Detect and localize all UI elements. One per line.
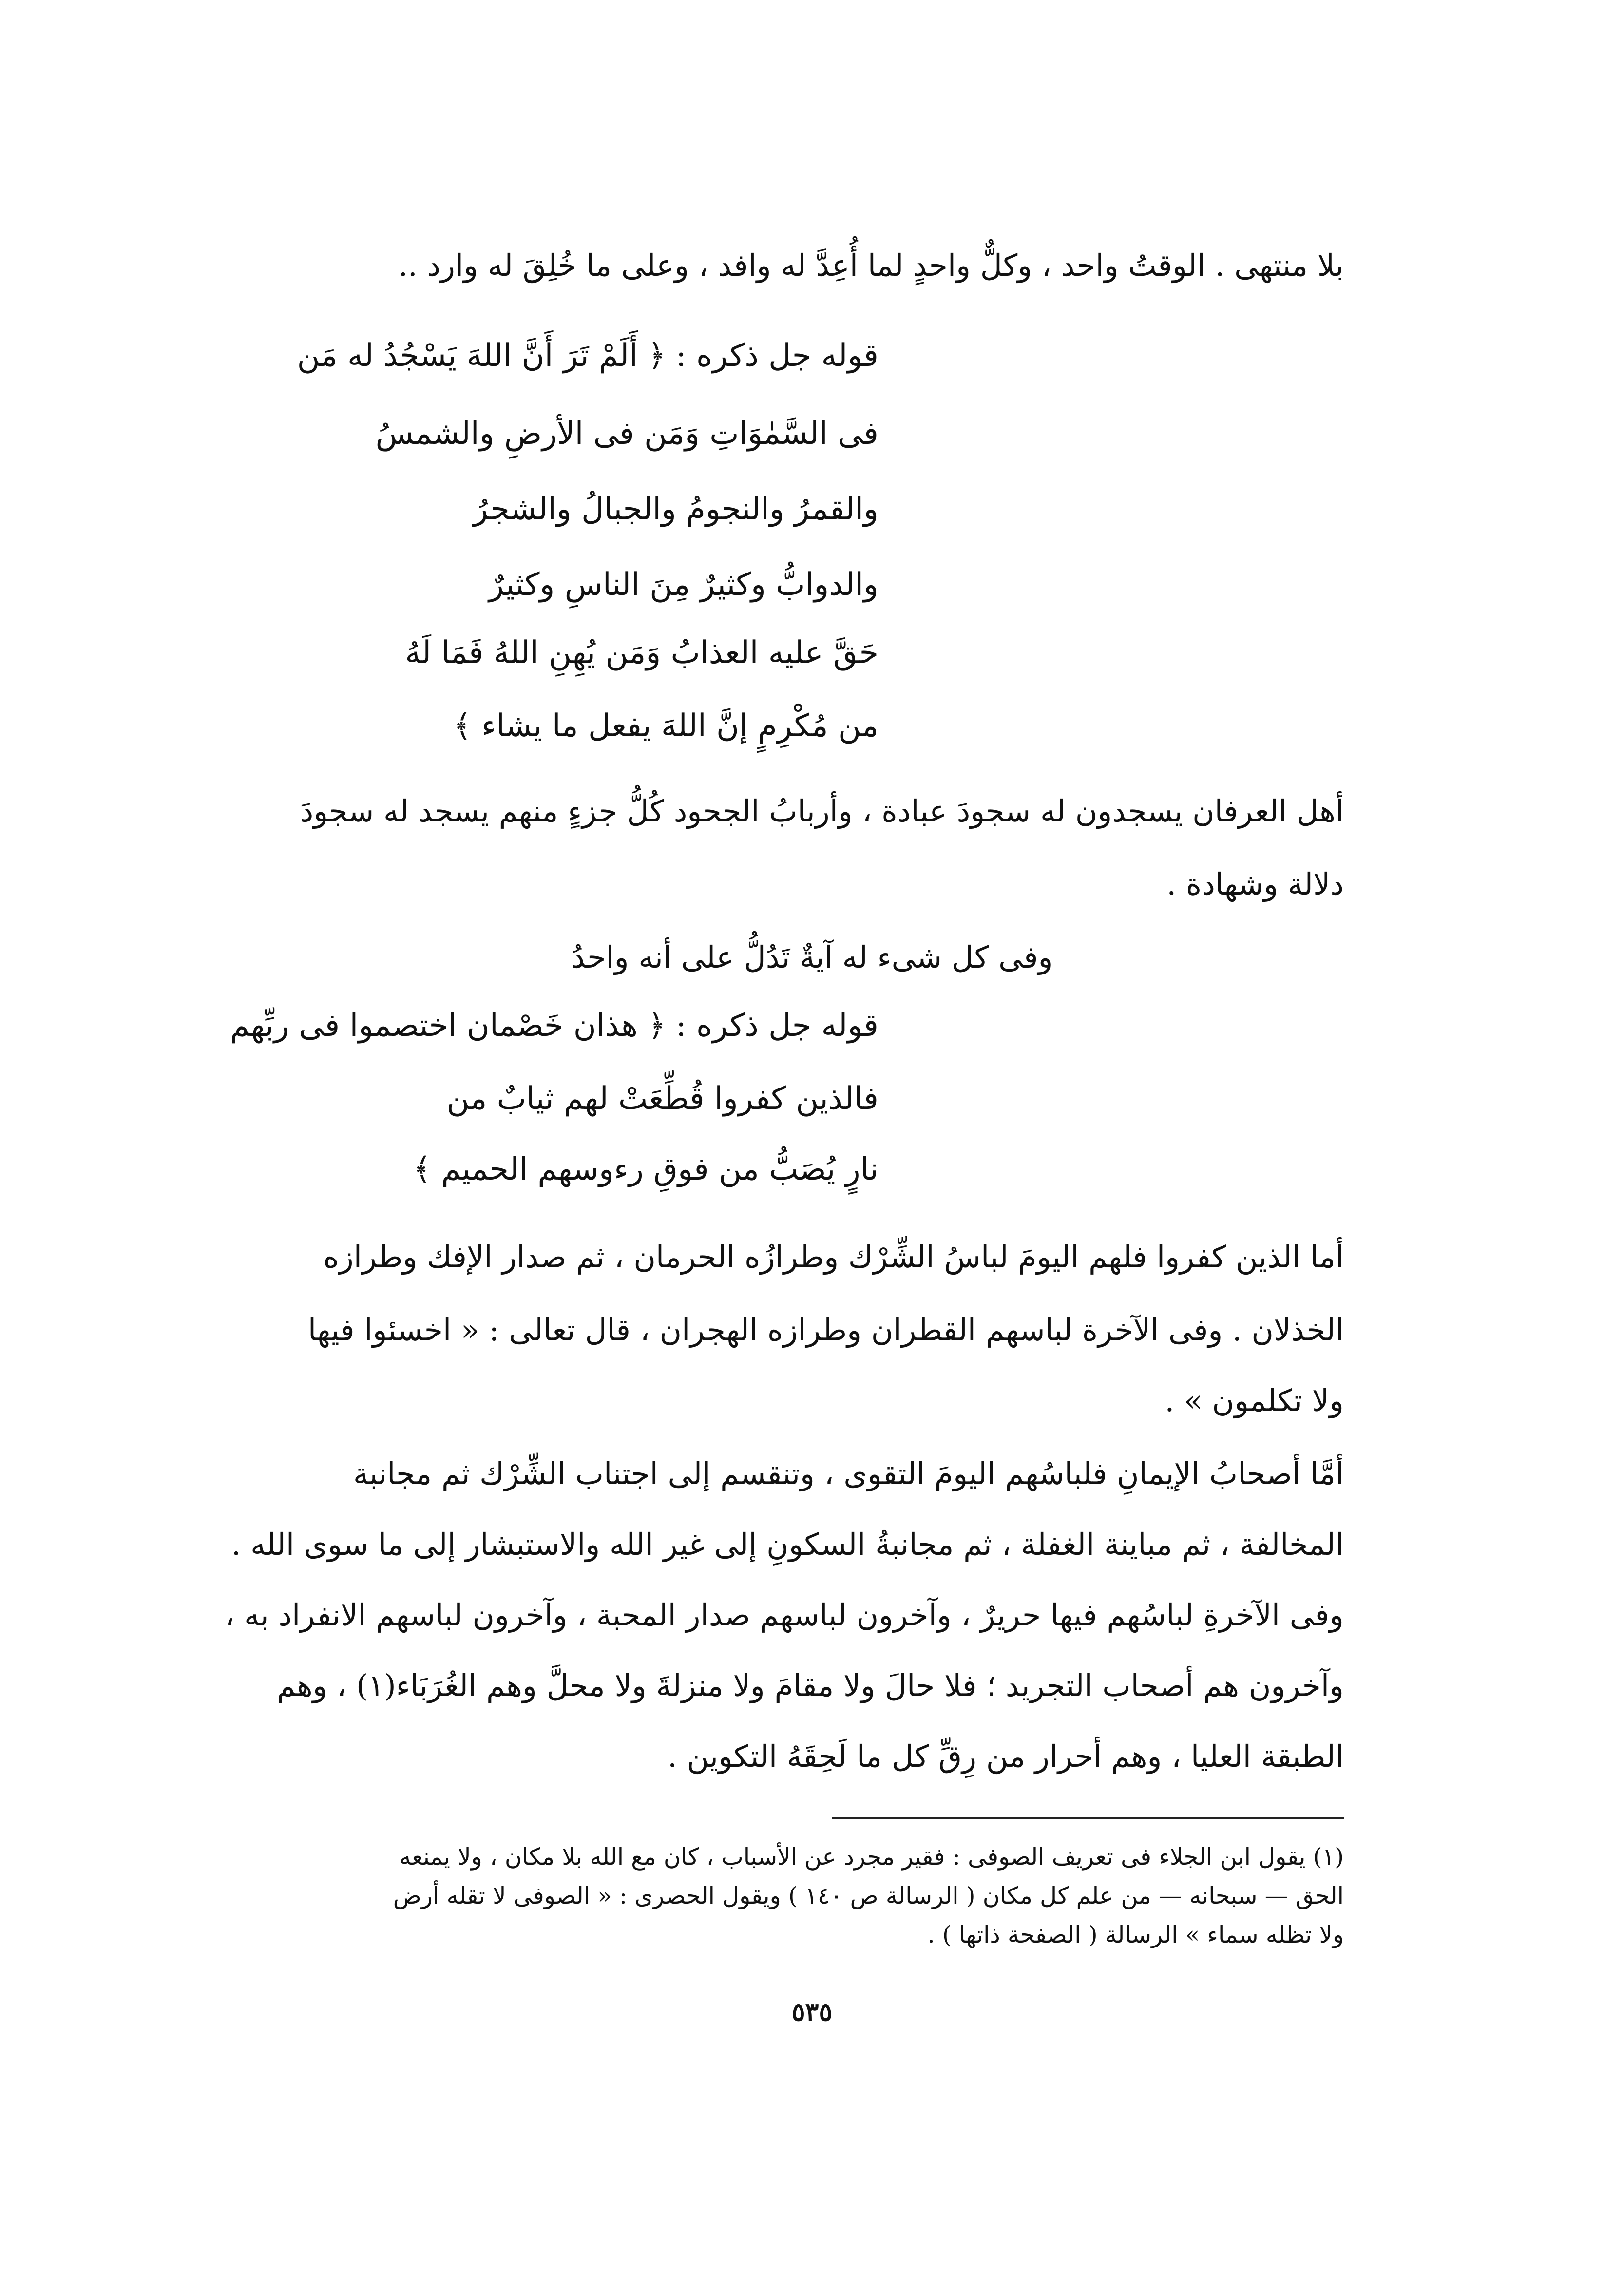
- body-line-9: وفى الآخرةِ لباسُهم فيها حريرٌ ، وآخرون لباسهم صدار المحبة ، وآخرون لباسهم الانفراد به ،: [225, 1597, 1344, 1633]
- footnote-line-2: الحق — سبحانه — من علم كل مكان ( الرسالة ص ١٤٠ ) ويقول الحصرى : « الصوفى لا تقله أرض: [393, 1882, 1344, 1909]
- body-line-1: بلا منتهى . الوقتُ واحد ، وكلٌّ واحدٍ لما أُعِدَّ له وافد ، وعلى ما خُلِقَ له وارد ..: [398, 248, 1344, 283]
- footnote-divider: [832, 1817, 1344, 1819]
- verse-line-1: قوله جل ذكره : ﴿ أَلَمْ تَرَ أَنَّ اللهَ يَسْجُدُ له مَن: [297, 338, 879, 374]
- body-line-6: ولا تكلمون » .: [1165, 1383, 1344, 1418]
- body-line-2: أهل العرفان يسجدون له سجودَ عبادة ، وأربابُ الجحود كُلُّ جزءٍ منهم يسجد له سجودَ: [300, 793, 1344, 829]
- verse-line-3: والقمرُ والنجومُ والجبالُ والشجرُ: [473, 491, 879, 527]
- body-line-11: الطبقة العليا ، وهم أحرار من رِقِّ كل ما لَحِقَهُ التكوين .: [668, 1738, 1344, 1774]
- body-line-8: المخالفة ، ثم مباينة الغفلة ، ثم مجانبةُ السكونِ إلى غير الله والاستبشار إلى ما سوى الله .: [231, 1527, 1344, 1562]
- footnote-line-3: ولا تظله سماء » الرسالة ( الصفحة ذاتها ) .: [927, 1921, 1344, 1948]
- verse-line-6: من مُكْرِمٍ إنَّ اللهَ يفعل ما يشاء ﴾: [453, 708, 879, 744]
- verse-line-2: فى السَّمٰوَاتِ وَمَن فى الأرضِ والشمسُ: [375, 416, 879, 452]
- body-line-4: أما الذين كفروا فلهم اليومَ لباسُ الشِّرْك وطرازُه الحرمان ، ثم صدار الإفك وطرازه: [323, 1239, 1344, 1275]
- verse-line-4: والدوابُّ وكثيرٌ مِنَ الناسِ وكثيرٌ: [489, 567, 879, 603]
- body-line-7: أمَّا أصحابُ الإيمانِ فلباسُهم اليومَ التقوى ، وتنقسم إلى اجتناب الشِّرْك ثم مجانبة: [353, 1456, 1344, 1491]
- poem-verse: وفى كل شىء له آيةٌ تَدُلُّ على أنه واحدُ: [571, 939, 1053, 975]
- body-line-10: وآخرون هم أصحاب التجريد ؛ فلا حالَ ولا مقامَ ولا منزلةَ ولا محلَّ وهم الغُرَبَاء(١) ، وهم: [276, 1668, 1344, 1703]
- page-number: ٥٣٥: [791, 1997, 833, 2027]
- verse-line-9: نارٍ يُصَبُّ من فوقِ رءوسهم الحميم ﴾: [413, 1151, 879, 1187]
- footnote-line-1: (١) يقول ابن الجلاء فى تعريف الصوفى : فقير مجرد عن الأسباب ، كان مع الله بلا مكان ، ولا يمنعه: [399, 1843, 1344, 1871]
- verse-line-8: فالذين كفروا قُطِّعَتْ لهم ثيابٌ من: [446, 1081, 879, 1117]
- body-line-3: دلالة وشهادة .: [1166, 866, 1344, 902]
- verse-line-7: قوله جل ذكره : ﴿ هذان خَصْمان اختصموا فى ربِّهم: [230, 1008, 879, 1044]
- body-line-5: الخذلان . وفى الآخرة لباسهم القطران وطرازه الهجران ، قال تعالى : « اخسئوا فيها: [307, 1312, 1344, 1348]
- verse-line-5: حَقَّ عليه العذابُ وَمَن يُهِنِ اللهُ فَمَا لَهُ: [405, 635, 879, 671]
